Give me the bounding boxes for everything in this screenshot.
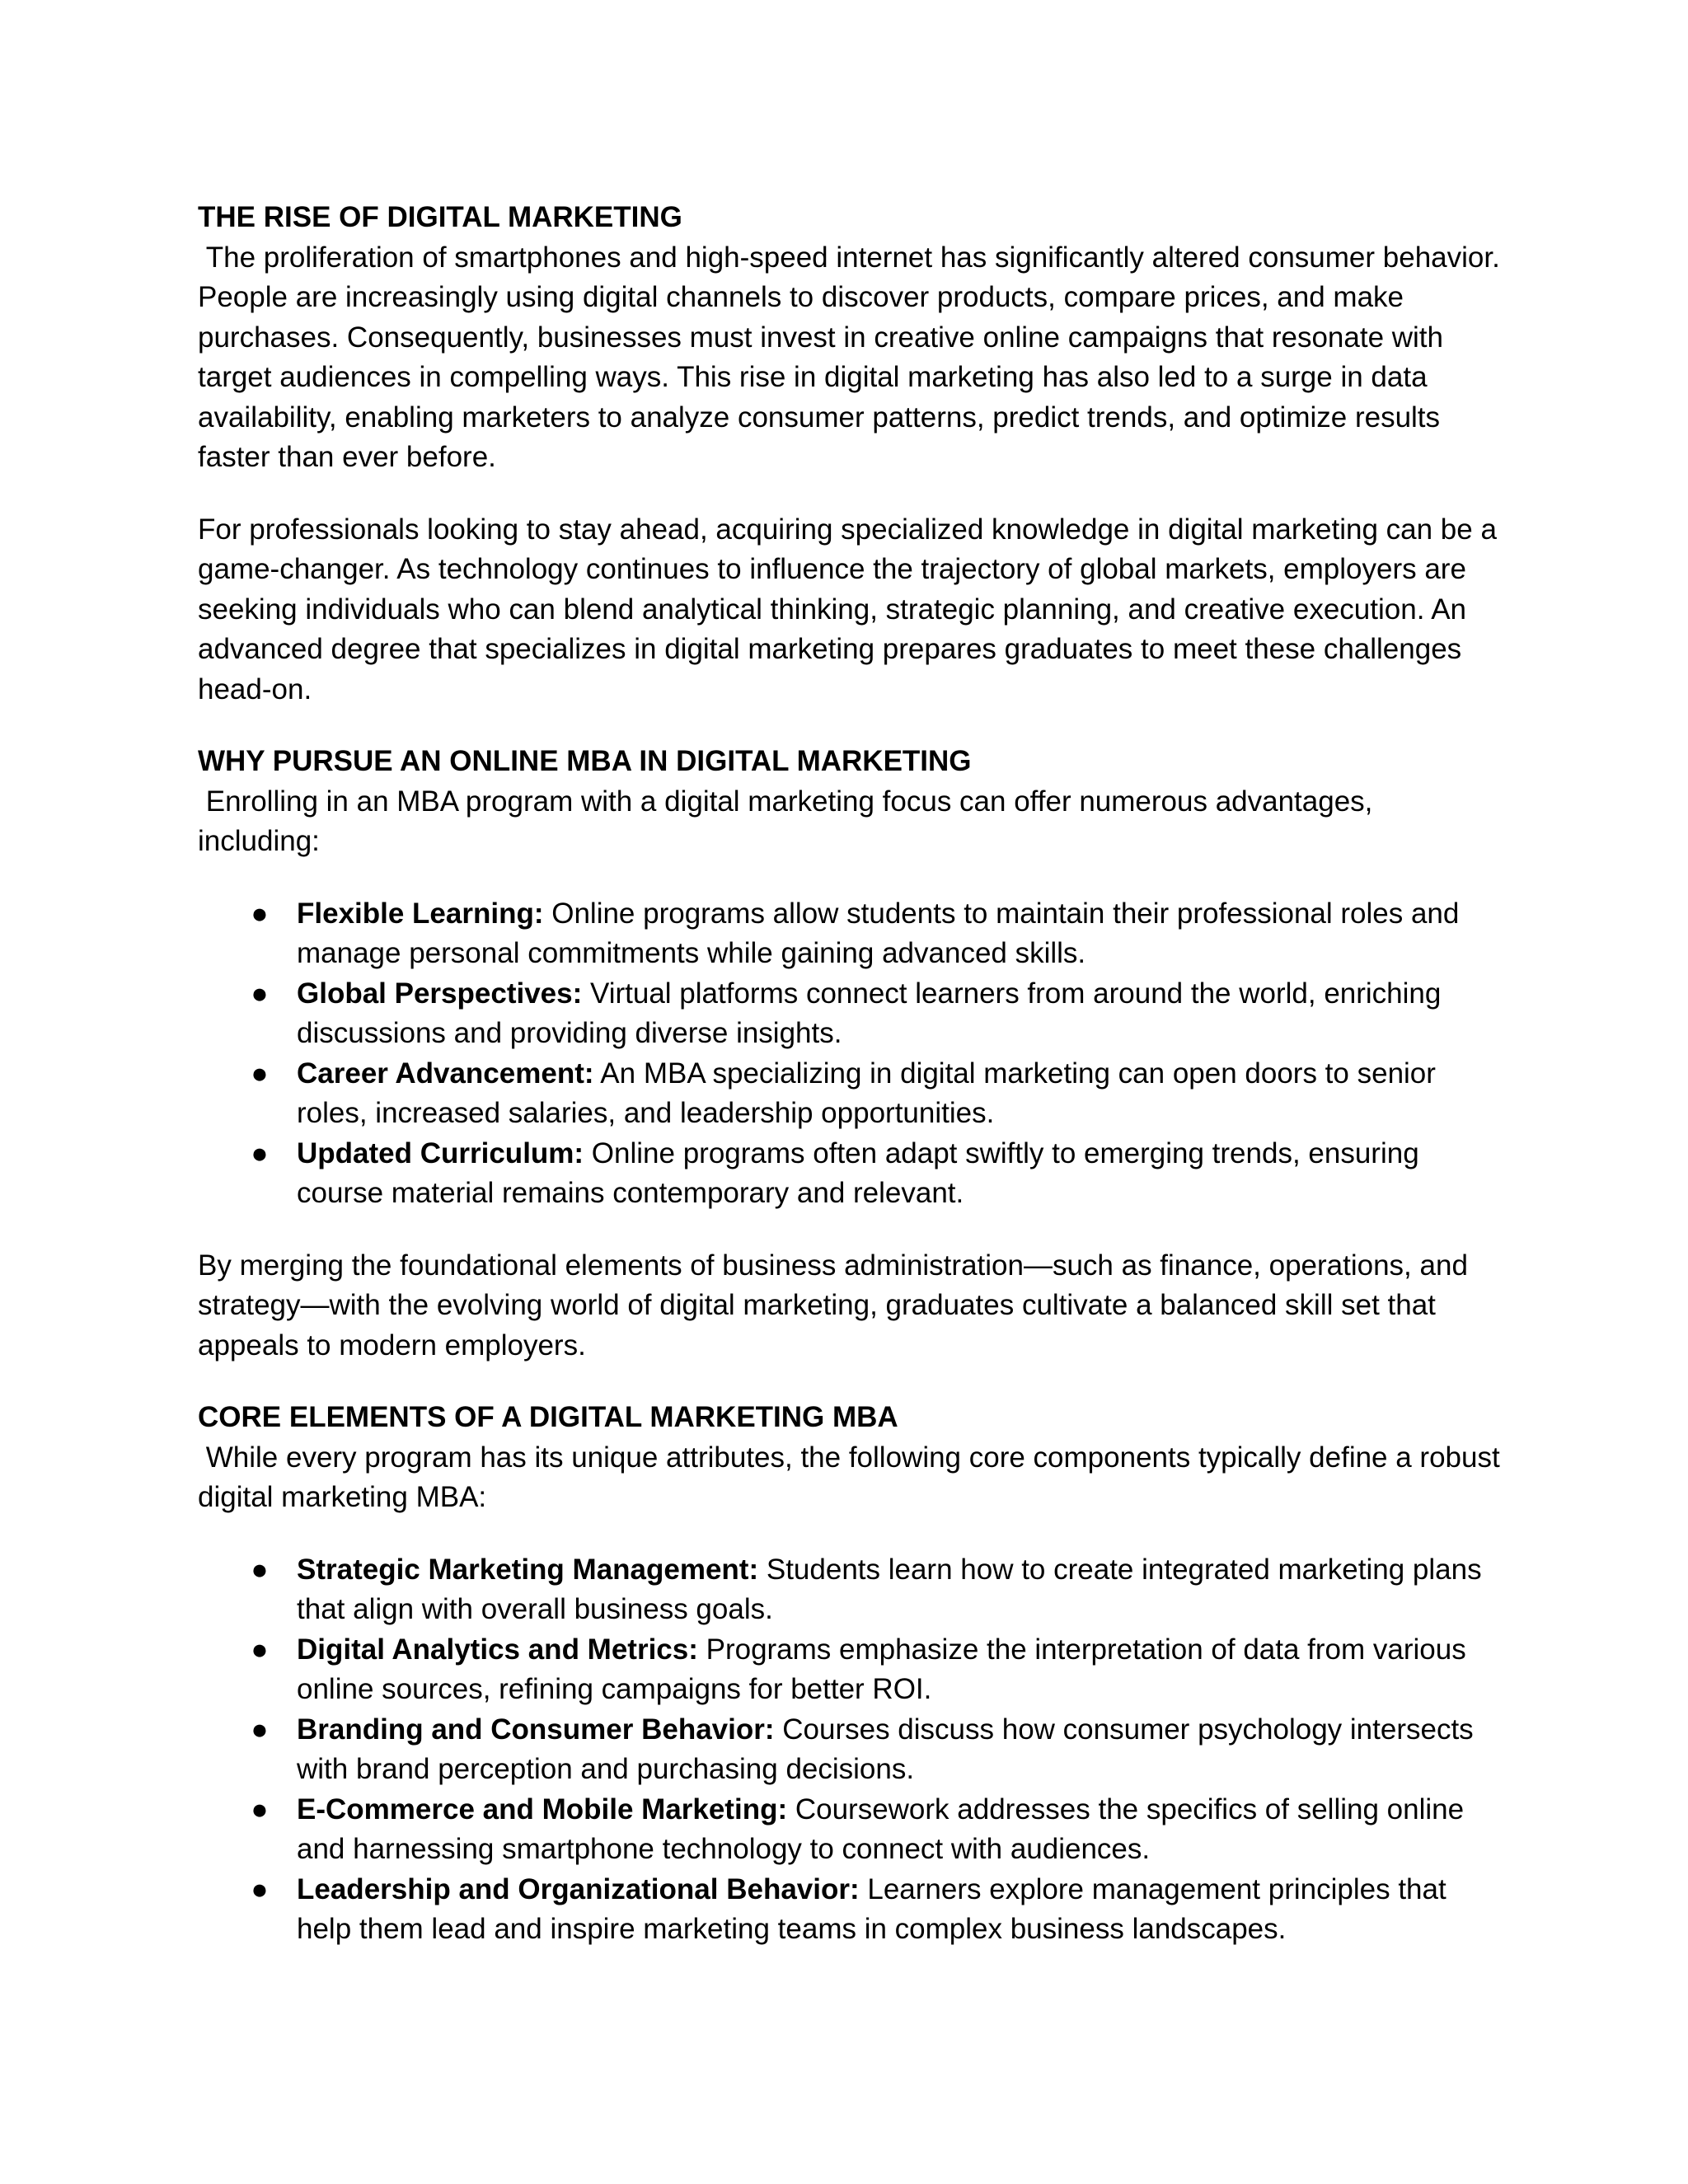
list-item xyxy=(198,1710,1500,1790)
bullet-icon: ● xyxy=(251,1872,269,1905)
bullet-icon: ● xyxy=(251,1553,269,1586)
list-item xyxy=(198,1134,1500,1214)
section-intro-rise: The proliferation of smartphones and high-speed internet has significantly altered consumer behavior. People are increasingly using digital channels to discover products, compare prices, and make purchases. Consequently, businesses must invest in creative online campaigns that resonate with target audiences in compelling ways. This rise in digital marketing has also led to a surge in data availability, enabling marketers to analyze consumer patterns, predict trends, and optimize results faster than ever before. xyxy=(198,241,1508,473)
bullet-text: Students learn how to create integrated marketing plans that align with overall business goals. xyxy=(297,1553,1482,1625)
bullet-icon: ● xyxy=(251,1793,269,1825)
bullet-icon: ● xyxy=(251,1057,269,1090)
bullet-term: Branding and Consumer Behavior: xyxy=(297,1713,775,1746)
bullet-list-advantages xyxy=(198,894,1500,1214)
bullet-term: Career Advancement: xyxy=(297,1057,594,1090)
section-closing-why: By merging the foundational elements of business administration—such as finance, operations, and strategy—with the evolving world of digital marketing, graduates cultivate a balanced skill set that appeals to modern employers. xyxy=(198,1249,1476,1361)
bullet-term: Strategic Marketing Management: xyxy=(297,1553,759,1586)
bullet-text: Programs emphasize the interpretation of data from various online sources, refining campaigns for better ROI. xyxy=(297,1633,1466,1705)
document-body xyxy=(198,198,1508,1950)
section-paragraph-professionals: For professionals looking to stay ahead, acquiring specialized knowledge in digital marketing can be a game-changer. As technology continues to influence the trajectory of global markets, employers are seeking individuals who can blend analytical thinking, strategic planning, and creative execution. An advanced degree that specializes in digital marketing prepares graduates to meet these challenges head-on. xyxy=(198,513,1505,705)
list-item xyxy=(198,1630,1500,1710)
section-heading-core: CORE ELEMENTS OF A DIGITAL MARKETING MBA xyxy=(198,1401,898,1433)
list-item xyxy=(198,1870,1500,1950)
bullet-text: Virtual platforms connect learners from around the world, enriching discussions and providing diverse insights. xyxy=(297,977,1442,1049)
bullet-term: E-Commerce and Mobile Marketing: xyxy=(297,1793,788,1825)
list-item xyxy=(198,894,1500,974)
bullet-text: Online programs often adapt swiftly to emerging trends, ensuring course material remains contemporary and relevant. xyxy=(297,1137,1419,1209)
section-heading-why: WHY PURSUE AN ONLINE MBA IN DIGITAL MARKETING xyxy=(198,745,972,777)
section-heading-rise: THE RISE OF DIGITAL MARKETING xyxy=(198,201,682,233)
list-item xyxy=(198,1550,1500,1630)
bullet-term: Global Perspectives: xyxy=(297,977,583,1010)
bullet-term: Flexible Learning: xyxy=(297,897,544,930)
section-intro-why: Enrolling in an MBA program with a digital marketing focus can offer numerous advantages, including: xyxy=(198,785,1381,857)
bullet-term: Updated Curriculum: xyxy=(297,1137,584,1169)
section-intro-core: While every program has its unique attributes, the following core components typically define a robust digital marketing MBA: xyxy=(198,1441,1508,1513)
list-item xyxy=(198,1790,1500,1870)
bullet-text: An MBA specializing in digital marketing can open doors to senior roles, increased salaries, and leadership opportunities. xyxy=(297,1057,1436,1129)
list-item xyxy=(198,974,1500,1054)
bullet-icon: ● xyxy=(251,897,269,930)
bullet-icon: ● xyxy=(251,977,269,1010)
bullet-text: Online programs allow students to maintain their professional roles and manage personal commitments while gaining advanced skills. xyxy=(297,897,1460,969)
bullet-icon: ● xyxy=(251,1137,269,1169)
bullet-icon: ● xyxy=(251,1713,269,1746)
bullet-text: Coursework addresses the specifics of selling online and harnessing smartphone technology to connect with audiences. xyxy=(297,1793,1465,1865)
bullet-text: Learners explore management principles that help them lead and inspire marketing teams in complex business landscapes. xyxy=(297,1872,1447,1945)
list-item xyxy=(198,1054,1500,1134)
bullet-term: Digital Analytics and Metrics: xyxy=(297,1633,698,1666)
bullet-term: Leadership and Organizational Behavior: xyxy=(297,1872,860,1905)
bullet-text: Courses discuss how consumer psychology intersects with brand perception and purchasing decisions. xyxy=(297,1713,1474,1785)
bullet-icon: ● xyxy=(251,1633,269,1666)
bullet-list-core-elements xyxy=(198,1550,1500,1950)
